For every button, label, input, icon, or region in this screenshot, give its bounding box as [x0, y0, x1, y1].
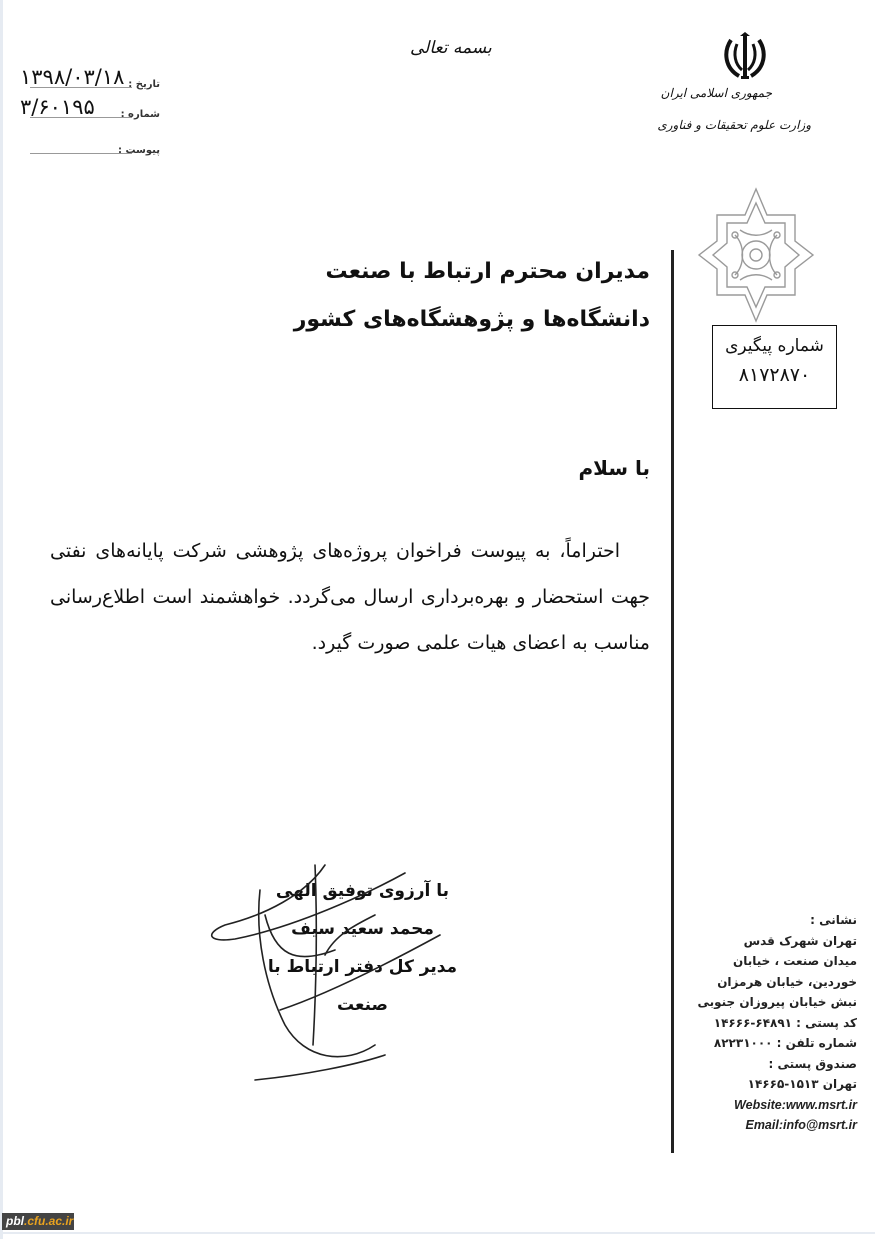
tracking-value: ۸۱۷۲۸۷۰ [738, 364, 811, 386]
page-edge-left [0, 0, 3, 1239]
signer-name: محمد سعید سیف [291, 919, 434, 939]
tracking-label: شماره پیگیری [725, 336, 824, 356]
greeting: با سلام [578, 456, 650, 480]
iran-emblem-icon [723, 30, 767, 82]
date-value: ۱۳۹۸/۰۳/۱۸ [20, 65, 125, 89]
number-label: شماره : [120, 109, 160, 120]
postal-code: کد پستی : ۶۴۸۹۱-۱۴۶۶۶ [713, 1015, 857, 1030]
closing-salutation: با آرزوی توفیق الهی [275, 881, 450, 901]
phone-number: شماره تلفن : ۸۲۲۳۱۰۰۰ [713, 1036, 857, 1050]
po-box-label: صندوق پستی : [768, 1056, 857, 1071]
vertical-divider [671, 250, 674, 1153]
signer-title: مدیر کل دفتر ارتباط با صنعت [267, 957, 458, 1015]
address-line: خوردین، خیابان هرمزان [717, 974, 857, 989]
po-box-value: تهران ۱۵۱۳-۱۴۶۶۵ [747, 1077, 857, 1091]
ministry-name: وزارت علوم تحقیقات و فناوری [657, 118, 811, 132]
number-value: ۳/۶۰۱۹۵ [20, 95, 95, 119]
attachment-underline [30, 153, 132, 154]
closing-block [240, 872, 485, 1024]
address-label: نشانی : [810, 913, 857, 927]
date-label: تاریخ : [128, 79, 160, 90]
letter-body [50, 528, 650, 666]
date-underline [30, 87, 132, 88]
date-field [20, 65, 160, 92]
number-underline [30, 117, 132, 118]
tracking-number-box [712, 325, 837, 409]
watermark-prefix: pbl [6, 1214, 24, 1228]
letter-body-text: احتراماً، به پیوست فراخوان پروژه‌های پژوهشی شرکت پایانه‌های نفتی جهت استحضار و بهره‌برداری ارسال می‌گردد. خواهشمند است اطلاع‌رسانی مناسب به اعضای هیات علمی صورت گیرد. [50, 540, 650, 654]
page-edge-bottom [0, 1232, 875, 1234]
attachment-field [20, 134, 160, 158]
email-link[interactable]: Email:info@msrt.ir [745, 1118, 857, 1132]
attachment-label: پیوست : [117, 145, 160, 156]
site-watermark [2, 1213, 74, 1230]
ornament-icon [695, 185, 817, 325]
basmala-heading: بسمه تعالی [410, 38, 492, 58]
number-field [20, 95, 160, 122]
address-line: نبش خیابان پیروزان جنوبی [697, 995, 857, 1009]
address-line: تهران شهرک قدس [743, 933, 857, 948]
website-link[interactable]: Website:www.msrt.ir [734, 1097, 857, 1112]
watermark-suffix: .cfu.ac.ir [24, 1214, 74, 1228]
address-line: میدان صنعت ، خیابان [733, 954, 857, 968]
address-block [677, 910, 857, 1136]
recipient-heading: مدیران محترم ارتباط با صنعت دانشگاه‌ها و پژوهشگاه‌های کشور [293, 259, 650, 332]
country-name: جمهوری اسلامی ایران [660, 86, 772, 100]
